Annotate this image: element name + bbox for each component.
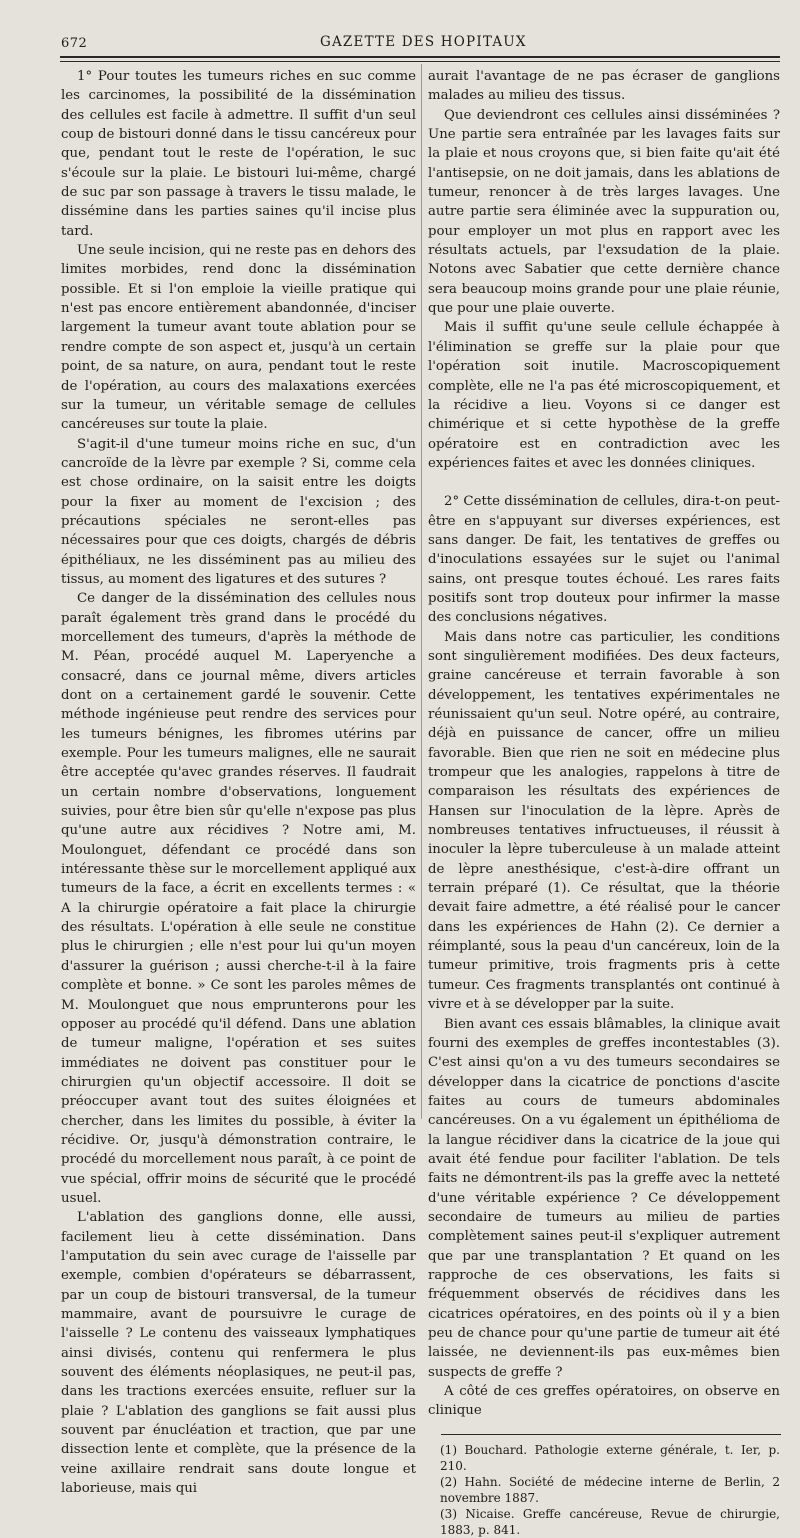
paragraph: Ce danger de la dissémination des cellules nous paraît également très grand dans le procédé du morcellement des tumeurs, d'après la méthode de M. Péan, procédé auquel M. Laperyenche a consacré, dans ce journal même, divers articles dont on a certainement gardé le souvenir. Cette méthode ingénieuse peut rendre des services pour les tumeurs bénignes, les fibromes utérins par exemple. Pour les tumeurs malignes, elle ne saurait être acceptée qu'avec grandes réserves. Il faudrait un certain nombre d'observations, longuement suivies, pour être bien sûr qu'elle n'expose pas plus qu'une autre aux récidives ? Notre ami, M. Moulonguet, défendant ce procédé dans son intéressante thèse sur le morcellement appliqué aux tumeurs de la face, a écrit en excellents termes : « A la chirurgie opératoire a fait place la chirurgie des résultats. L'opération à elle seule ne constitue plus le chirurgien ; elle n'est pour lui qu'un moyen d'assurer la guérison ; aussi cherche-t-il à la faire complète et bonne. » Ce sont les paroles mêmes de M. Moulonguet que nous emprunterons pour les opposer au procédé qu'il défend. Dans une ablation de tumeur maligne, l'opération et ses suites immédiates ne doivent pas constituer pour le chirurgien qu'un objectif accessoire. Il doit se préoccuper avant tout des suites éloignées et chercher, dans les limites du possible, à éviter la récidive. Or, jusqu'à démonstration contraire, le procédé du morcellement nous paraît, à ce point de vue spécial, offrir moins de sécurité que le procédé usuel.	[61, 591, 416, 1206]
paragraph: Que deviendront ces cellules ainsi disséminées ? Une partie sera entraînée par les lavages faits sur la plaie et nous croyons que, si bien faite qu'ait été l'antisepsie, on ne doit jamais, dans les ablations de tumeur, renoncer à de très larges lavages. Une autre partie sera éliminée avec la suppuration ou, pour employer un mot plus en rapport avec les résultats actuels, par l'exsudation de la plaie. Notons avec Sabatier que cette dernière chance sera beaucoup moins grande pour une plaie réunie, que pour une plaie ouverte.	[428, 107, 780, 317]
footnote: (2) Hahn. Société de médecine interne de Berlin, 2 novembre 1887.	[440, 1474, 780, 1505]
footnote-rule	[441, 1434, 781, 1435]
column-divider	[421, 64, 422, 1119]
page-number: 672	[61, 36, 88, 51]
footnote: (3) Nicaise. Greffe cancéreuse, Revue de chirurgie, 1883, p. 841.	[440, 1506, 780, 1537]
paragraph: Mais il suffit qu'une seule cellule échappée à l'élimination se greffe sur la plaie pour que l'opération soit inutile. Macroscopiquement complète, elle ne l'a pas été microscopiquement, et la récidive a lieu. Voyons si ce danger est chimérique et si cette hypothèse de la greffe opératoire est en contradiction avec les expériences faites et avec les données cliniques.	[428, 320, 780, 471]
paragraph: L'ablation des ganglions donne, elle aussi, facilement lieu à cette dissémination. Dans l'amputation du sein avec curage de l'aisselle par exemple, combien d'opérateurs se débarrassent, par un coup de bistouri transversal, de la tumeur mammaire, avant de poursuivre le curage de l'aisselle ? Le contenu des vaisseaux lymphatiques ainsi divisés, contenu qui renfermera le plus souvent des éléments néoplasiques, ne peut-il pas, dans les tractions exercées ensuite, refluer sur la plaie ? L'ablation des ganglions se fait aussi plus souvent par énucléation et traction, que par une dissection lente et complète, que la présence de la veine axillaire rendrait sans doute longue et laborieuse, mais qui	[61, 1210, 416, 1497]
right-column	[428, 67, 780, 1538]
paragraph: 1° Pour toutes les tumeurs riches en suc comme les carcinomes, la possibilité de la dissémination des cellules est facile à admettre. Il suffit d'un seul coup de bistouri donné dans le tissu cancéreux pour que, pendant tout le reste de l'opération, le suc s'écoule sur la plaie. Le bistouri lui-même, chargé de suc par son passage à travers le tissu malade, le dissémine dans les parties saines qu'il incise plus tard.	[61, 69, 416, 239]
header-rule	[60, 56, 780, 62]
footnotes	[428, 1442, 780, 1538]
paragraph: Une seule incision, qui ne reste pas en dehors des limites morbides, rend donc la dissémination possible. Et si l'on emploie la vieille pratique qui n'est pas encore entièrement abandonnée, d'inciser largement la tumeur avant toute ablation pour se rendre compte de son aspect et, jusqu'à un certain point, de sa nature, on aura, pendant tout le reste de l'opération, au cours des malaxations exercées sur la tumeur, un véritable semage de cellules cancéreuses sur toute la plaie.	[61, 243, 416, 433]
paragraph: aurait l'avantage de ne pas écraser de ganglions malades au milieu des tissus.	[428, 69, 780, 104]
paragraph: Bien avant ces essais blâmables, la clinique avait fourni des exemples de greffes incontestables (3). C'est ainsi qu'on a vu des tumeurs secondaires se développer dans la cicatrice de ponctions d'ascite faites au cours de tumeurs abdominales cancéreuses. On a vu également un épithélioma de la langue récidiver dans la cicatrice de la joue qui avait été fendue pour faciliter l'ablation. De tels faits ne démontrent-ils pas la greffe avec la netteté d'une véritable expérience ? Ce développement secondaire de tumeurs au milieu de parties complètement saines peut-il s'expliquer autrement que par une transplantation ? Et quand on les rapproche de ces observations, les faits si fréquemment observés de récidives dans les cicatrices opératoires, en des points où il y a bien peu de chance pour qu'une partie de tumeur ait été laissée, ne deviennent-ils pas eux-mêmes bien suspects de greffe ?	[428, 1016, 780, 1380]
paragraph: 2° Cette dissémination de cellules, dira-t-on peut-être en s'appuyant sur diverses expériences, est sans danger. De fait, les tentatives de greffes ou d'inoculations essayées sur le sujet ou l'animal sains, ont presque toutes échoué. Les rares faits positifs sont trop douteux pour infirmer la masse des conclusions négatives.	[428, 494, 780, 626]
running-head: GAZETTE DES HOPITAUX	[320, 34, 527, 50]
paragraph: Mais dans notre cas particulier, les conditions sont singulièrement modifiées. Des deux facteurs, graine cancéreuse et terrain favorable à son développement, les tentatives expérimentales ne réunissaient qu'un seul. Notre opéré, au contraire, déjà en puissance de cancer, offre un milieu favorable. Bien que rien ne soit en médecine plus trompeur que les analogies, rappelons à titre de comparaison les résultats des expériences de Hansen sur l'inoculation de la lèpre. Après de nombreuses tentatives infructueuses, il réussit à inoculer la lèpre tuberculeuse à un malade atteint de lèpre anesthésique, c'est-à-dire offrant un terrain préparé (1). Ce résultat, que la théorie devait faire admettre, a été réalisé pour le cancer dans les expériences de Hahn (2). Ce dernier a réimplanté, sous la peau d'un cancéreux, loin de la tumeur primitive, trois fragments pris à cette tumeur. Ces fragments transplantés ont continué à vivre et à se développer par la suite.	[428, 629, 780, 1013]
paragraph: A côté de ces greffes opératoires, on observe en clinique	[428, 1384, 780, 1419]
footnote: (1) Bouchard. Pathologie externe générale, t. Ier, p. 210.	[440, 1442, 780, 1473]
paragraph: S'agit-il d'une tumeur moins riche en suc, d'un cancroïde de la lèvre par exemple ? Si, comme cela est chose ordinaire, on la saisit entre les doigts pour la fixer au moment de l'excision ; des précautions spéciales ne seront-elles pas nécessaires pour que ces doigts, chargés de débris épithéliaux, ne les disséminent pas au milieu des tissus, au moment des ligatures et des sutures ?	[61, 436, 416, 587]
left-column	[61, 67, 416, 1498]
